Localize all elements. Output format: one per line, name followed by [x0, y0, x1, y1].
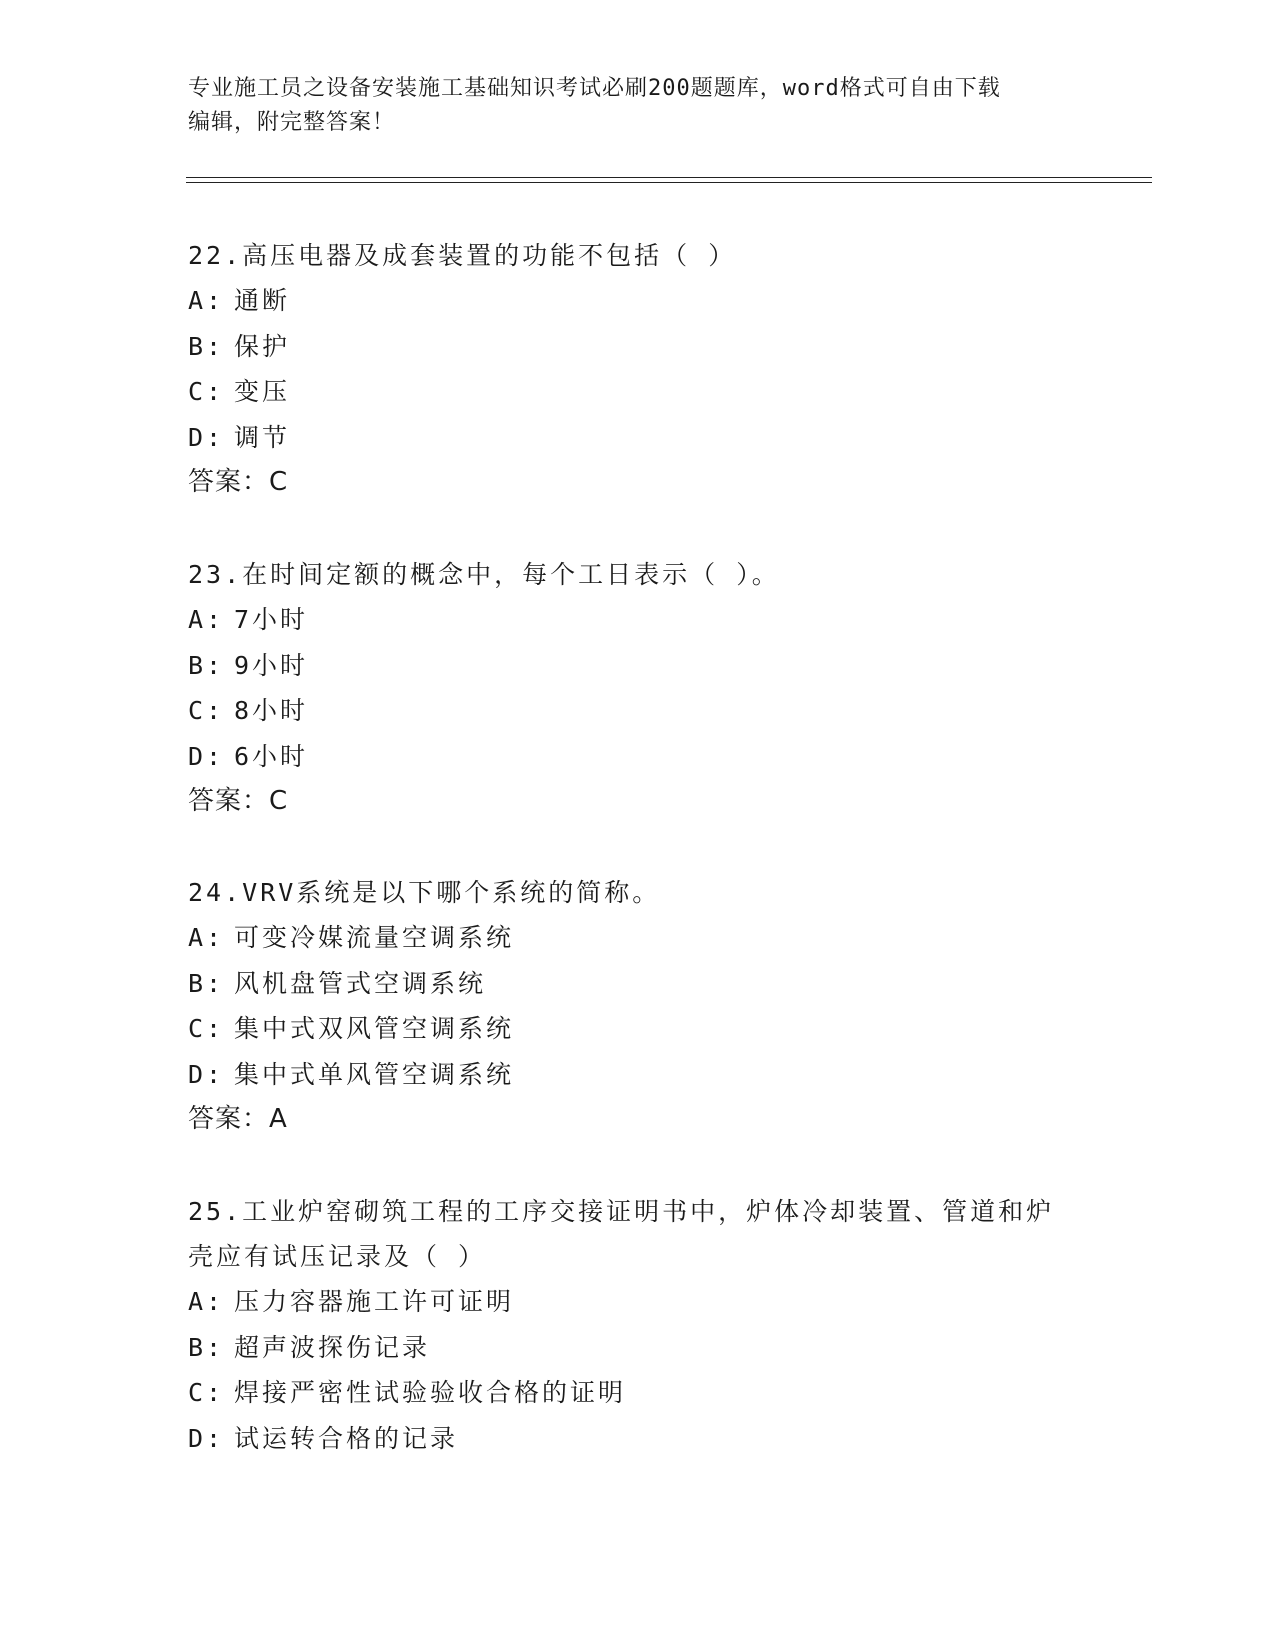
option-key: A:: [188, 923, 225, 952]
option-c: [188, 1370, 1088, 1416]
option-text: 8小时: [234, 696, 309, 725]
option-key: B:: [188, 650, 225, 680]
option-text: 焊接严密性试验验收合格的证明: [234, 1378, 627, 1407]
option-b: [188, 1325, 1088, 1371]
option-text: 超声波探伤记录: [234, 1332, 431, 1362]
option-text: 7小时: [234, 605, 309, 634]
option-key: D:: [188, 1423, 225, 1453]
option-text: 集中式双风管空调系统: [234, 1014, 515, 1043]
question-23: [188, 552, 1088, 823]
question-stem: 23.在时间定额的概念中，每个工日表示（ ）。: [188, 560, 780, 589]
option-key: A:: [188, 605, 225, 634]
answer-label: 答案：A: [188, 1104, 288, 1134]
option-b: [188, 324, 1088, 370]
option-key: D:: [188, 741, 225, 771]
option-key: C:: [188, 696, 225, 725]
header-divider-bottom: [186, 182, 1152, 183]
option-b: [188, 643, 1088, 689]
option-text: 9小时: [234, 650, 309, 680]
option-a: [188, 278, 1088, 324]
question-25: [188, 1189, 1088, 1461]
option-key: C:: [188, 1378, 225, 1407]
option-text: 风机盘管式空调系统: [234, 968, 487, 998]
option-c: [188, 369, 1088, 415]
option-text: 集中式单风管空调系统: [234, 1059, 515, 1089]
option-a: [188, 1279, 1088, 1325]
question-stem: 24.VRV系统是以下哪个系统的简称。: [188, 878, 661, 907]
document-header: [188, 72, 1088, 140]
option-key: A:: [188, 1287, 225, 1316]
option-key: C:: [188, 377, 225, 406]
option-key: B:: [188, 1332, 225, 1362]
option-text: 调节: [234, 422, 291, 452]
option-text: 变压: [234, 377, 291, 406]
option-a: [188, 597, 1088, 643]
option-text: 6小时: [234, 741, 309, 771]
option-b: [188, 961, 1088, 1007]
header-line-1: 专业施工员之设备安装施工基础知识考试必刷200题题库，word格式可自由下载: [188, 76, 1001, 101]
option-d: [188, 1052, 1088, 1098]
option-text: 通断: [234, 286, 291, 315]
option-c: [188, 1006, 1088, 1052]
answer-label: 答案：C: [188, 786, 289, 816]
option-key: D:: [188, 422, 225, 452]
option-key: D:: [188, 1059, 225, 1089]
option-d: [188, 415, 1088, 461]
option-c: [188, 688, 1088, 734]
question-22: [188, 233, 1088, 504]
option-text: 试运转合格的记录: [234, 1423, 459, 1453]
option-key: A:: [188, 286, 225, 315]
option-key: B:: [188, 331, 225, 361]
option-a: [188, 915, 1088, 961]
option-d: [188, 1416, 1088, 1462]
answer-label: 答案：C: [188, 467, 289, 497]
option-key: B:: [188, 968, 225, 998]
option-text: 可变冷媒流量空调系统: [234, 923, 515, 952]
option-d: [188, 734, 1088, 780]
option-text: 压力容器施工许可证明: [234, 1287, 515, 1316]
question-24: [188, 870, 1088, 1141]
question-stem: 22.高压电器及成套装置的功能不包括（ ）: [188, 241, 737, 270]
header-line-2: 编辑，附完整答案！: [188, 110, 396, 135]
question-stem-line-2: 壳应有试压记录及（ ）: [188, 1242, 487, 1271]
header-divider-top: [186, 177, 1152, 178]
question-stem-line-1: 25.工业炉窑砌筑工程的工序交接证明书中，炉体冷却装置、管道和炉: [188, 1197, 1055, 1226]
option-key: C:: [188, 1014, 225, 1043]
option-text: 保护: [234, 331, 291, 361]
